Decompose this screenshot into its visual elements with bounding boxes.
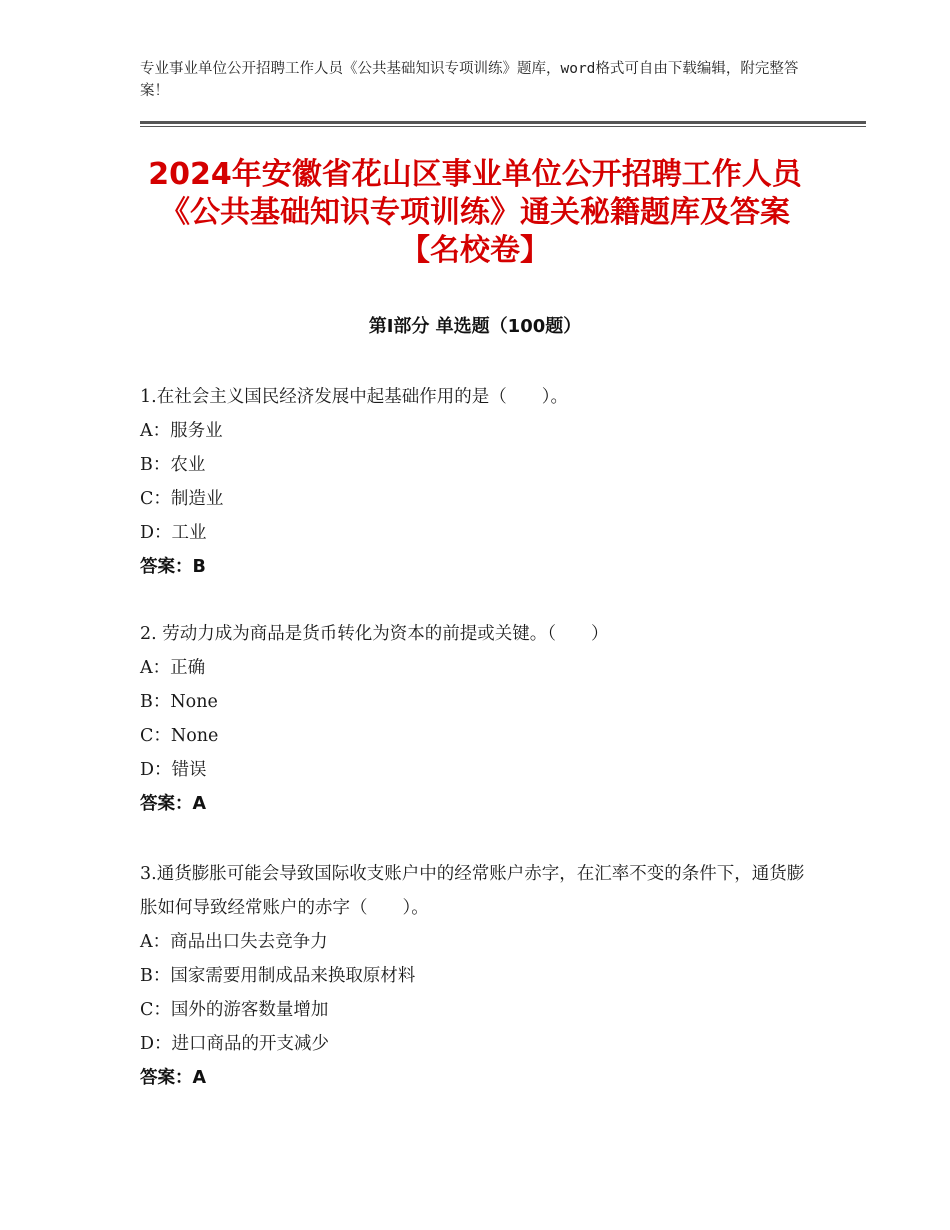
option-a: A：服务业 [140,421,223,441]
question-text: 1.在社会主义国民经济发展中起基础作用的是（ ）。 [140,387,568,407]
document-title: 2024年安徽省花山区事业单位公开招聘工作人员《公共基础知识专项训练》通关秘籍题库及答案【名校卷】 [148,157,802,268]
answer-label: 答案：A [140,1068,207,1088]
section-title: 第Ⅰ部分 单选题（100题） [368,316,582,337]
option-d: D：进口商品的开支减少 [140,1034,330,1054]
header-divider-thick [140,121,866,124]
answer-label: 答案：A [140,794,207,814]
option-d: D：工业 [140,523,207,543]
question-3 [140,857,810,1095]
header-note: 专业事业单位公开招聘工作人员《公共基础知识专项训练》题库，word格式可自由下载编辑，附完整答案！ [140,61,799,99]
question-2 [140,617,810,821]
option-a: A：商品出口失去竞争力 [140,932,328,952]
question-text: 3.通货膨胀可能会导致国际收支账户中的经常账户赤字，在汇率不变的条件下，通货膨胀如何导致经常账户的赤字（ ）。 [140,864,805,918]
option-b: B：国家需要用制成品来换取原材料 [140,966,416,986]
question-1 [140,380,810,584]
option-b: B：None [140,692,218,712]
option-b: B：农业 [140,455,206,475]
option-d: D：错误 [140,760,207,780]
option-c: C：国外的游客数量增加 [140,1000,329,1020]
header-divider-thin [140,126,866,127]
option-a: A：正确 [140,658,206,678]
answer-label: 答案：B [140,557,206,577]
option-c: C：None [140,726,219,746]
question-text: 2. 劳动力成为商品是货币转化为资本的前提或关键。（ ） [140,624,609,644]
option-c: C：制造业 [140,489,224,509]
